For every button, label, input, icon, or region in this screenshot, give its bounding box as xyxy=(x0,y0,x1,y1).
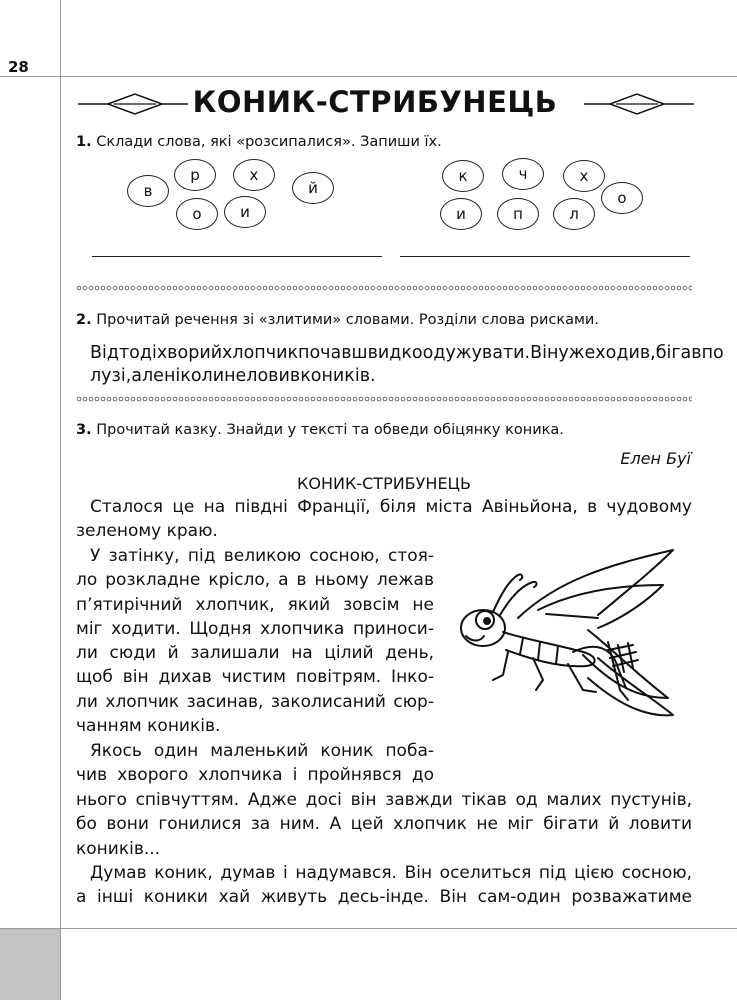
text-line: ло розкладне крісло, а в ньому лежав xyxy=(76,570,434,591)
text-line: п’ятирічний хлопчик, який зовсім не xyxy=(76,594,434,615)
text-line: бо вони гонилися за ним. А цей хлопчик не міг бігати й ловити xyxy=(76,814,692,835)
text-line: щоб він дихав чистим повітрям. Інко- xyxy=(76,667,434,688)
page-title: КОНИК-СТРИБУНЕЦЬ xyxy=(192,85,558,119)
text-line: У затінку, під великою сосною, стоя- xyxy=(90,546,434,566)
merged-sentence-line-1: Відтодіхворийхлопчикпочавшвидкоодужувати.Вінужеходив,бігавпо xyxy=(90,343,724,363)
letter-bubble: х xyxy=(233,159,275,191)
title-ornament-right xyxy=(584,92,694,116)
task-1-number: 1. xyxy=(76,134,92,150)
task-2-text: Прочитай речення зі «злитими» словами. Розділи слова рисками. xyxy=(96,312,599,328)
text-line: ли сюди й залишали на цілий день, xyxy=(76,643,434,664)
text-line: чанням коників. xyxy=(76,716,221,737)
section-divider xyxy=(76,396,692,402)
text-line: чив хворого хлопчика і пройнявся до xyxy=(76,765,434,786)
story-paragraph xyxy=(76,739,434,788)
letter-bubble: л xyxy=(553,198,595,230)
header-rule xyxy=(0,76,737,77)
story-title: КОНИК-СТРИБУНЕЦЬ xyxy=(297,474,471,493)
section-divider xyxy=(76,285,692,291)
task-2-instruction xyxy=(76,312,599,328)
task-3-number: 3. xyxy=(76,422,92,438)
text-line: міг ходити. Щодня хлопчика приноси- xyxy=(76,618,434,639)
text-line: коників... xyxy=(76,838,161,859)
text-line: Якось один маленький коник поба- xyxy=(90,741,434,761)
letter-bubble: к xyxy=(442,160,484,192)
margin-line xyxy=(60,0,61,1000)
story-paragraph xyxy=(76,861,692,910)
answer-line-2[interactable] xyxy=(400,256,690,257)
text-line: зеленому краю. xyxy=(76,521,218,542)
task-3-text: Прочитай казку. Знайди у тексті та обведи обіцянку коника. xyxy=(96,422,564,438)
story-paragraph xyxy=(76,544,434,738)
story-paragraph xyxy=(76,788,692,861)
text-line: а інші коники хай живуть десь-інде. Він сам-один розважатиме xyxy=(76,887,692,908)
text-line: Думав коник, думав і надумався. Він оселиться під цією сосною, xyxy=(90,863,692,883)
letter-bubble: п xyxy=(497,198,539,230)
grasshopper-illustration xyxy=(448,540,698,730)
letter-bubble: о xyxy=(176,198,218,230)
letter-bubble: ч xyxy=(502,158,544,190)
letter-bubble: и xyxy=(224,196,266,228)
task-1-text: Склади слова, які «розсипалися». Запиши їх. xyxy=(96,134,442,150)
page-number: 28 xyxy=(8,58,29,76)
text-line: Сталося це на півдні Франції, біля міста Авіньйона, в чудовому xyxy=(90,497,692,517)
task-3-instruction xyxy=(76,422,564,438)
letter-bubble: и xyxy=(440,198,482,230)
text-line: ли хлопчик засинав, заколисаний сюр- xyxy=(76,691,434,712)
footer-rule xyxy=(0,928,737,929)
story-author: Елен Буї xyxy=(620,449,691,468)
letter-bubble: в xyxy=(127,175,169,207)
task-2-number: 2. xyxy=(76,312,92,328)
answer-line-1[interactable] xyxy=(92,256,382,257)
corner-tab xyxy=(0,929,60,1000)
letter-bubble: о xyxy=(601,182,643,214)
letter-bubble: р xyxy=(174,159,216,191)
letter-bubble: й xyxy=(292,172,334,204)
text-line: нього співчуттям. Адже досі він завжди тікав од малих пустунів, xyxy=(76,790,692,810)
story-paragraph xyxy=(76,495,692,544)
letter-bubble: х xyxy=(563,160,605,192)
task-1-instruction xyxy=(76,134,442,150)
merged-sentence-line-2: лузі,аленіколинеловивкоників. xyxy=(90,366,376,386)
